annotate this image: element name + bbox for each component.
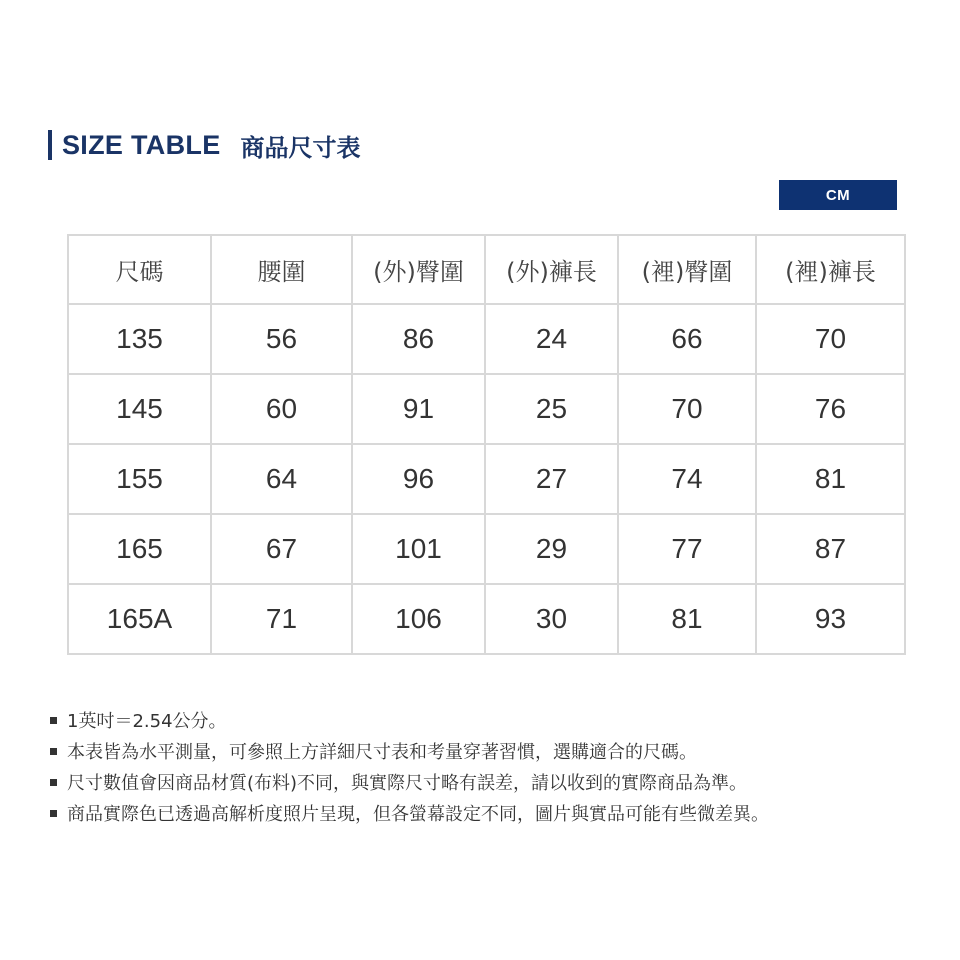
bullet-icon: [50, 748, 57, 755]
table-cell: 93: [756, 584, 905, 654]
table-cell: 27: [485, 444, 618, 514]
bullet-icon: [50, 717, 57, 724]
table-cell: 155: [68, 444, 211, 514]
column-header-outer-length: (外)褲長: [485, 235, 618, 304]
column-header-waist: 腰圍: [211, 235, 352, 304]
note-item: [50, 705, 769, 735]
table-cell: 165: [68, 514, 211, 584]
table-cell: 64: [211, 444, 352, 514]
table-row: [68, 584, 905, 654]
table-cell: 30: [485, 584, 618, 654]
table-cell: 86: [352, 304, 485, 374]
bullet-icon: [50, 779, 57, 786]
note-item: [50, 767, 769, 797]
table-cell: 91: [352, 374, 485, 444]
size-table: [67, 234, 906, 655]
table-cell: 101: [352, 514, 485, 584]
table-cell: 165A: [68, 584, 211, 654]
column-header-inner-hip: (裡)臀圍: [618, 235, 756, 304]
table-cell: 25: [485, 374, 618, 444]
note-text: 本表皆為水平測量，可參照上方詳細尺寸表和考量穿著習慣，選購適合的尺碼。: [67, 742, 697, 763]
table-cell: 60: [211, 374, 352, 444]
table-cell: 70: [756, 304, 905, 374]
table-row: [68, 374, 905, 444]
table-row: [68, 304, 905, 374]
table-row: [68, 444, 905, 514]
table-cell: 66: [618, 304, 756, 374]
table-cell: 77: [618, 514, 756, 584]
table-cell: 56: [211, 304, 352, 374]
title-chinese: 商品尺寸表: [240, 133, 361, 162]
table-cell: 96: [352, 444, 485, 514]
note-text: 1英吋＝2.54公分。: [67, 711, 227, 732]
unit-badge: CM: [779, 180, 897, 210]
table-row: [68, 514, 905, 584]
column-header-size: 尺碼: [68, 235, 211, 304]
table-cell: 70: [618, 374, 756, 444]
table-cell: 76: [756, 374, 905, 444]
title-english: SIZE TABLE: [62, 129, 221, 160]
column-header-inner-length: (裡)褲長: [756, 235, 905, 304]
table-cell: 145: [68, 374, 211, 444]
page-title: [48, 128, 361, 162]
table-cell: 74: [618, 444, 756, 514]
table-cell: 24: [485, 304, 618, 374]
table-cell: 67: [211, 514, 352, 584]
table-cell: 29: [485, 514, 618, 584]
table-cell: 135: [68, 304, 211, 374]
table-cell: 106: [352, 584, 485, 654]
table-cell: 71: [211, 584, 352, 654]
note-text: 商品實際色已透過高解析度照片呈現，但各螢幕設定不同，圖片與實品可能有些微差異。: [67, 804, 769, 825]
note-item: [50, 736, 769, 766]
bullet-icon: [50, 810, 57, 817]
table-cell: 81: [618, 584, 756, 654]
table-header-row: [68, 235, 905, 304]
column-header-outer-hip: (外)臀圍: [352, 235, 485, 304]
table-cell: 81: [756, 444, 905, 514]
table-cell: 87: [756, 514, 905, 584]
note-item: [50, 798, 769, 828]
note-text: 尺寸數值會因商品材質(布料)不同，與實際尺寸略有誤差，請以收到的實際商品為準。: [67, 773, 748, 794]
notes-list: [50, 705, 769, 829]
title-accent-bar: [48, 130, 52, 160]
